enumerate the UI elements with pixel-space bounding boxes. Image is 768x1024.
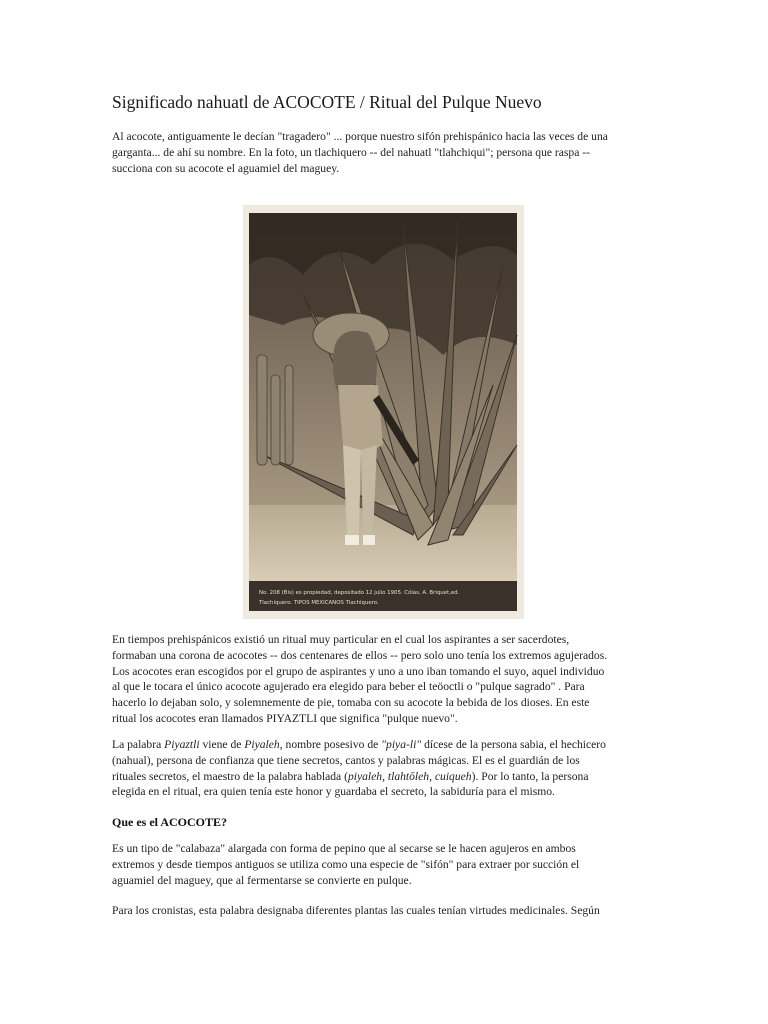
tlachiquero-photo [243,205,524,619]
photo-caption-line-2: Tlachiquero. TIPOS MEXICANOS Tlachiquero. [259,600,379,606]
palabra-line: La palabra Piyaztli viene de Piyaleh, nombre posesivo de "piya-li" dícese de la persona sabia, el hechicero [112,738,606,751]
section-heading: Que es el ACOCOTE? [112,815,228,829]
intro-line: succiona con su acocote el aguamiel del maguey. [112,161,340,175]
sepia-photograph [243,205,524,619]
palabra-line: (nahual), persona de confianza que tiene secretos, cantos y palabras mágicas. El es el guardián de los [112,753,580,767]
ritual-line: Los acocotes eran escogidos por el grupo de aspirantes y uno a uno iban tomando el suyo, aquel individuo [112,664,605,678]
intro-paragraph [112,129,608,176]
palabra-paragraph [112,737,606,800]
definicion-line: Es un tipo de "calabaza" alargada con forma de pepino que al secarse se le hacen agujeros en ambos [112,842,576,855]
ritual-line: hacerlo lo dejaban solo, y solemnemente de pie, tomaba con su acocote la bebida de los dioses. En este [112,696,590,710]
definicion-line: extremos y desde tiempos antiguos se utiliza como una especie de "sifón" para extraer por succión el [112,857,580,871]
intro-line: garganta... de ahí su nombre. En la foto, un tlachiquero -- del nahuatl "tlahchiqui"; persona que raspa -- [112,145,590,159]
ritual-line: En tiempos prehispánicos existió un ritual muy particular en el cual los aspirantes a ser sacerdotes, [112,633,570,646]
photo-caption-line-1: No. 208 (Bis) es propiedad, depositado 12 julio 1905. Cólas, A. Briquet,ed. [259,590,460,596]
cronistas-paragraph [112,903,600,919]
palabra-line: rituales secretos, el maestro de la palabra hablada (piyaleh, tlahtōleh, cuiqueh). Por lo tanto, la persona [112,769,589,783]
ritual-line: formaban una corona de acocotes -- dos centenares de ellos -- pero solo uno tenía los extremos agujerados. [112,648,608,662]
palabra-line: elegida en el ritual, era quien tenía este honor y guardaba el secreto, la sabiduría para el mismo. [112,785,555,799]
ritual-line: ritual los acocotes eran llamados PIYAZTLI que significa "pulque nuevo". [112,711,458,725]
cronistas-line: Para los cronistas, esta palabra designaba diferentes plantas las cuales tenían virtudes medicinales. Según [112,904,600,917]
definicion-paragraph [112,841,579,888]
ritual-paragraph [112,632,607,727]
definicion-line: aguamiel del maguey, que al fermentarse se convierte en pulque. [112,873,412,887]
ritual-line: al que le tocara el único acocote agujerado era elegido para beber el teöoctli o "pulque sagrado" . Para [112,680,585,694]
intro-line: Al acocote, antiguamente le decían "tragadero" ... porque nuestro sifón prehispánico hacia las veces de una [112,130,608,143]
page-title: Significado nahuatl de ACOCOTE / Ritual del Pulque Nuevo [112,92,542,112]
